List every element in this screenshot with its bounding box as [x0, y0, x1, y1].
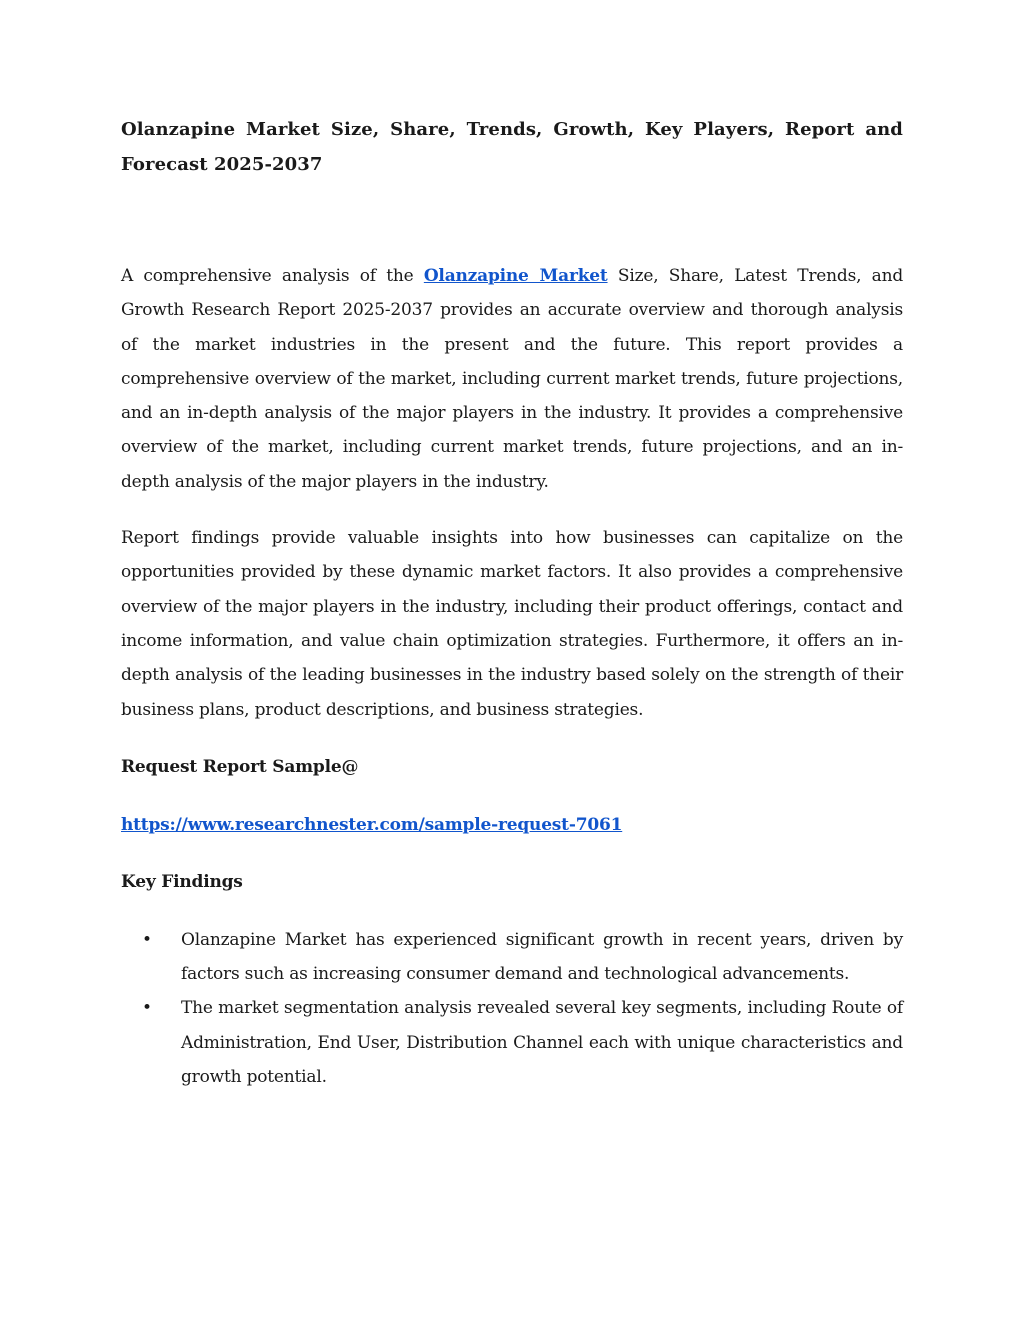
key-finding-text: The market segmentation analysis revealed several key segments, including Route of Administration, End User, Distribution Channel each with unique characteristics and growth potential. [181, 998, 903, 1088]
intro-paragraph [121, 259, 903, 499]
document-page [121, 112, 903, 1094]
document-title: Olanzapine Market Size, Share, Trends, Growth, Key Players, Report and Forecast 2025-2037 [121, 119, 903, 175]
key-finding-text: Olanzapine Market has experienced significant growth in recent years, driven by factors such as increasing consumer demand and technological advancements. [181, 929, 903, 985]
intro-text-before-link: A comprehensive analysis of the [121, 266, 424, 286]
request-sample-heading: Request Report Sample@ [121, 756, 359, 777]
sample-url-line [121, 808, 903, 842]
list-item [121, 923, 903, 992]
findings-paragraph: Report findings provide valuable insights into how businesses can capitalize on the opportunities provided by these dynamic market factors. It also provides a comprehensive overview of the major players in the industry, including their product offerings, contact and income information, and value chain optimization strategies. Furthermore, it offers an in-depth analysis of the leading businesses in the industry based solely on the strength of their business plans, product descriptions, and business strategies. [121, 528, 903, 720]
key-findings-list [121, 923, 903, 1094]
bullet-icon: • [142, 929, 152, 950]
sample-request-link[interactable]: https://www.researchnester.com/sample-request-7061 [121, 814, 623, 835]
bullet-icon: • [142, 998, 152, 1019]
key-findings-heading: Key Findings [121, 871, 243, 892]
olanzapine-market-link[interactable]: Olanzapine Market [423, 266, 608, 286]
intro-text-after-link: Size, Share, Latest Trends, and Growth Research Report 2025-2037 provides an accurate overview and thorough analysis of the market industries in the present and the future. This report provides a comprehensive overview of the market, including current market trends, future projections, and an in-depth analysis of the major players in the industry. It provides a comprehensive overview of the market, including current market trends, future projections, and an in-depth analysis of the major players in the industry. [121, 266, 904, 492]
list-item [121, 991, 903, 1094]
